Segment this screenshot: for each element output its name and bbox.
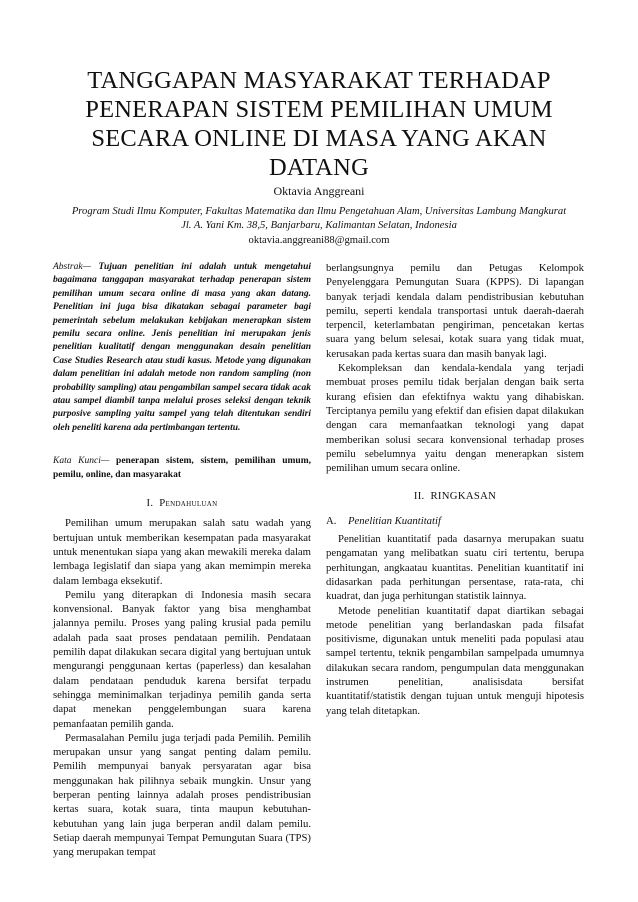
abstract-label: Abstrak— — [53, 262, 91, 272]
subsection-number: A. — [326, 514, 337, 527]
right-column — [326, 261, 584, 718]
intro-paragraph-4: Kekompleksan dan kendala-kendala yang terjadi membuat proses pemilu tidak berjalan dengan baik serta kurang efisien dan efektifnya waktu yang dihabiskan. Terciptanya pemilu yang efektif dan efisien dapat dilakukan dengan cara memanfaatkan teknologi yang dapat memberikan solusi secara konvensional terhadap proses pemilu sebelumnya yaitu dengan menerapkan sistem pemilihan umum secara online. — [326, 362, 584, 475]
intro-paragraph-2: Pemilu yang diterapkan di Indonesia masih secara konvensional. Banyak faktor yang bisa menghambat jalannya pemilu. Proses yang paling krusial pada pemilu adalah pada saat proses pendataan pemilih. Pendataan pemilih dapat dilakukan secara digital yang bertujuan untuk mengurangi penggunaan kertas (paperless) dan kesalahan dalam pendataan penduduk karena bersifat terpadu sehingga meminimalkan terjadinya pemilih ganda serta dapat menekan penggelembungan suara karena pemanfaatan pemilih ganda. — [53, 588, 311, 730]
abstract-text: Tujuan penelitian ini adalah untuk mengetahui bagaimana tanggapan masyarakat terhadap penerapan sistem pemilihan umum secara online di masa yang akan datang. Penelitian ini juga bisa dikatakan sebagai parameter bagi pemerintah sebelum melakukan kebijakan menerapkan sistem pemilu secara online. Jenis penelitian ini merupakan jenis penelitian kualitatif dengan menggunakan desain penelitian Case Studies Research atau studi kasus. Metode yang digunakan dalam penelitian ini adalah metode non random sampling (non probability sampling) atau pengambilan sampel secara tidak acak atau sampel diambil tanpa melalui proses seleksi dengan teknik purposive sampling yaitu sampel yang telah ditentukan sendiri oleh peneliti karena ada pertimbangan tertentu. — [53, 262, 311, 433]
abstract — [53, 261, 311, 435]
affiliation-line-1: Program Studi Ilmu Komputer, Fakultas Matematika dan Ilmu Pengetahuan Alam, Universitas Lambung Mangkurat — [71, 206, 567, 217]
keywords-text: penerapan sistem, sistem, pemilihan umum, pemilu, online, dan masyarakat — [53, 456, 311, 480]
intro-paragraph-3: Permasalahan Pemilu juga terjadi pada Pemilih. Pemilih merupakan unsur yang sangat penting dalam pemilu. Pemilih mempunyai banyak persyaratan agar bisa menggunakan hak pilihnya sebaik mungkin. Unsur yang berperan penting lainnya adalah proses pendistribusian kertas suara, kotak suara, tinta maupun kebutuhan-kebutuhan yang lain juga berperan andil dalam pemilu. Setiap daerah mempunyai Tempat Pemungutan Suara (TPS) yang merupakan tempat — [53, 731, 311, 859]
author-email: oktavia.anggreani88@gmail.com — [248, 235, 390, 246]
section-heading-introduction — [53, 496, 311, 510]
affiliation-line-2: Jl. A. Yani Km. 38,5, Banjarbaru, Kalimantan Selatan, Indonesia — [181, 220, 457, 231]
keywords-label: Kata Kunci— — [53, 456, 110, 467]
subsection-title: Penelitian Kuantitatif — [348, 514, 441, 527]
section-title: Pendahuluan — [159, 497, 218, 510]
subsection-heading — [326, 514, 584, 528]
summary-paragraph-1: Penelitian kuantitatif pada dasarnya merupakan suatu pengamatan yang melibatkan suatu ciri tertentu, berupa perhitungan, angkaatau kuantitas. Penelitian kuantitatif ini didasarkan pada perhitungan persentase, rata-rata, chi kuadrat, dan juga perhitungan statistik lainnya. — [326, 533, 584, 603]
left-column — [53, 261, 311, 860]
section-title: RINGKASAN — [430, 490, 497, 503]
intro-paragraph-3-continued: berlangsungnya pemilu dan Petugas Kelompok Penyelenggara Pemungutan Suara (KPPS). Di lapangan banyak terjadi kendala dalam pendistribusian kebutuhan pemilu, seperti kendala transportasi untuk daerah-daerah terpencil, keterlambatan pengiriman, pencetakan kertas suara yang belum selesai, kotak suara yang tidak muat, kerusakan pada kertas suara dan masih banyak lagi. — [326, 262, 584, 360]
intro-paragraph-1: Pemilihan umum merupakan salah satu wadah yang bertujuan untuk memberikan kesempatan pada masyarakat untuk menentukan siapa yang akan mewakili mereka dalam lembaga legislatif dan siapa yang akan memimpin mereka dalam lembaga eksekutif. — [53, 517, 311, 587]
keywords — [53, 455, 311, 482]
author-name: Oktavia Anggreani — [273, 184, 365, 198]
section-number: I. — [146, 497, 154, 510]
paper-title: TANGGAPAN MASYARAKAT TERHADAP PENERAPAN SISTEM PEMILIHAN UMUM SECARA ONLINE DI MASA YANG AKAN DATANG — [85, 67, 553, 181]
section-number: II. — [413, 490, 425, 503]
affiliation — [30, 205, 608, 233]
summary-paragraph-2: Metode penelitian kuantitatif dapat diartikan sebagai metode penelitian yang berlandaskan pada filsafat positivisme, digunakan untuk meneliti pada populasi atau sampel tertentu, teknik pengambilan sampelpada umumnya dilakukan secara random, pengumpulan data menggunakan instrumen penelitian, analisisdata bersifat kuantitatif/statistik dengan tujuan untuk menguji hipotesis yang telah ditetapkan. — [326, 604, 584, 717]
section-heading-summary — [326, 489, 584, 503]
